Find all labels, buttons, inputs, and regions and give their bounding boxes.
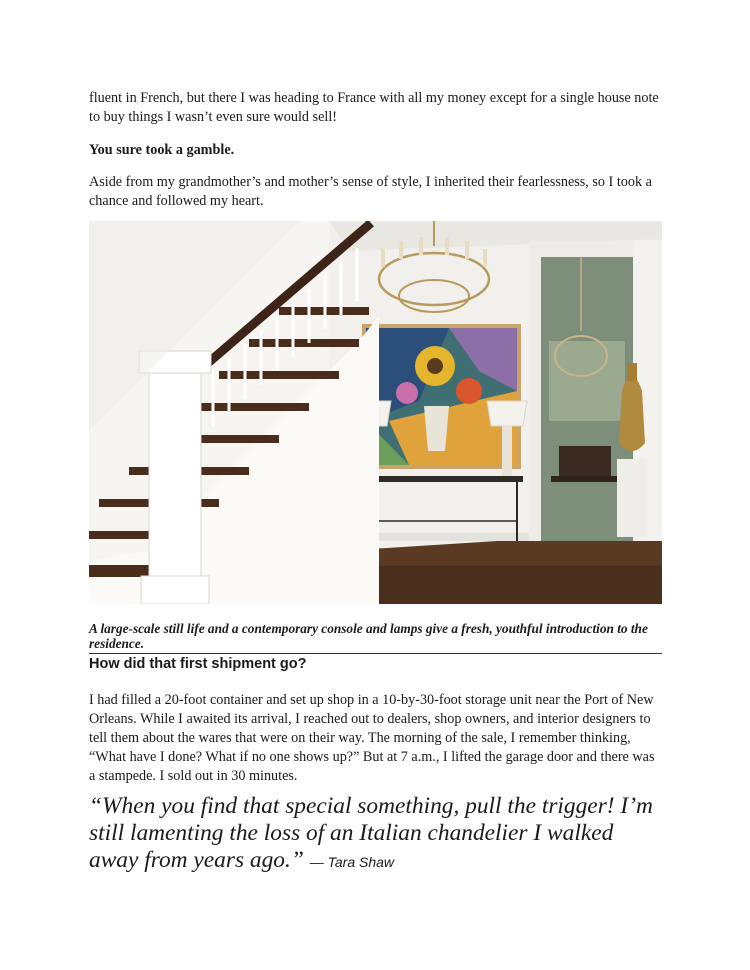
pull-quote-attribution: — Tara Shaw [309, 854, 395, 870]
pull-quote [89, 793, 663, 876]
interview-question-shipment: How did that first shipment go? [89, 656, 307, 672]
paragraph-fearlessness: Aside from my grandmother’s and mother’s sense of style, I inherited their fearlessness, so I took a chance and followed my heart. [89, 174, 652, 209]
section-divider [89, 653, 662, 654]
paragraph-intro: fluent in French, but there I was heading to France with all my money except for a single house note to buy things I wasn’t even sure would sell! [89, 90, 659, 125]
pull-quote-text: “When you find that special something, pull the trigger! I’m still lamenting the loss of an Italian chandelier I walked away from years ago.” [89, 793, 653, 873]
interior-photo-illustration [89, 221, 662, 604]
interview-question-gamble: You sure took a gamble. [89, 142, 235, 158]
paragraph-shipment: I had filled a 20-foot container and set up shop in a 10-by-30-foot storage unit near the Port of New Orleans. While I awaited its arrival, I reached out to dealers, shop owners, and interior designers to tell them about the wares that were on their way. The morning of the sale, I remember thinking, “What have I done? What if no one shows up?” But at 7 a.m., I lifted the garage door and there was a stampede. I sold out in 30 minutes. [89, 692, 655, 784]
interior-photo [89, 221, 662, 604]
photo-caption: A large-scale still life and a contemporary console and lamps give a fresh, youthful introduction to the residence. [89, 621, 648, 651]
